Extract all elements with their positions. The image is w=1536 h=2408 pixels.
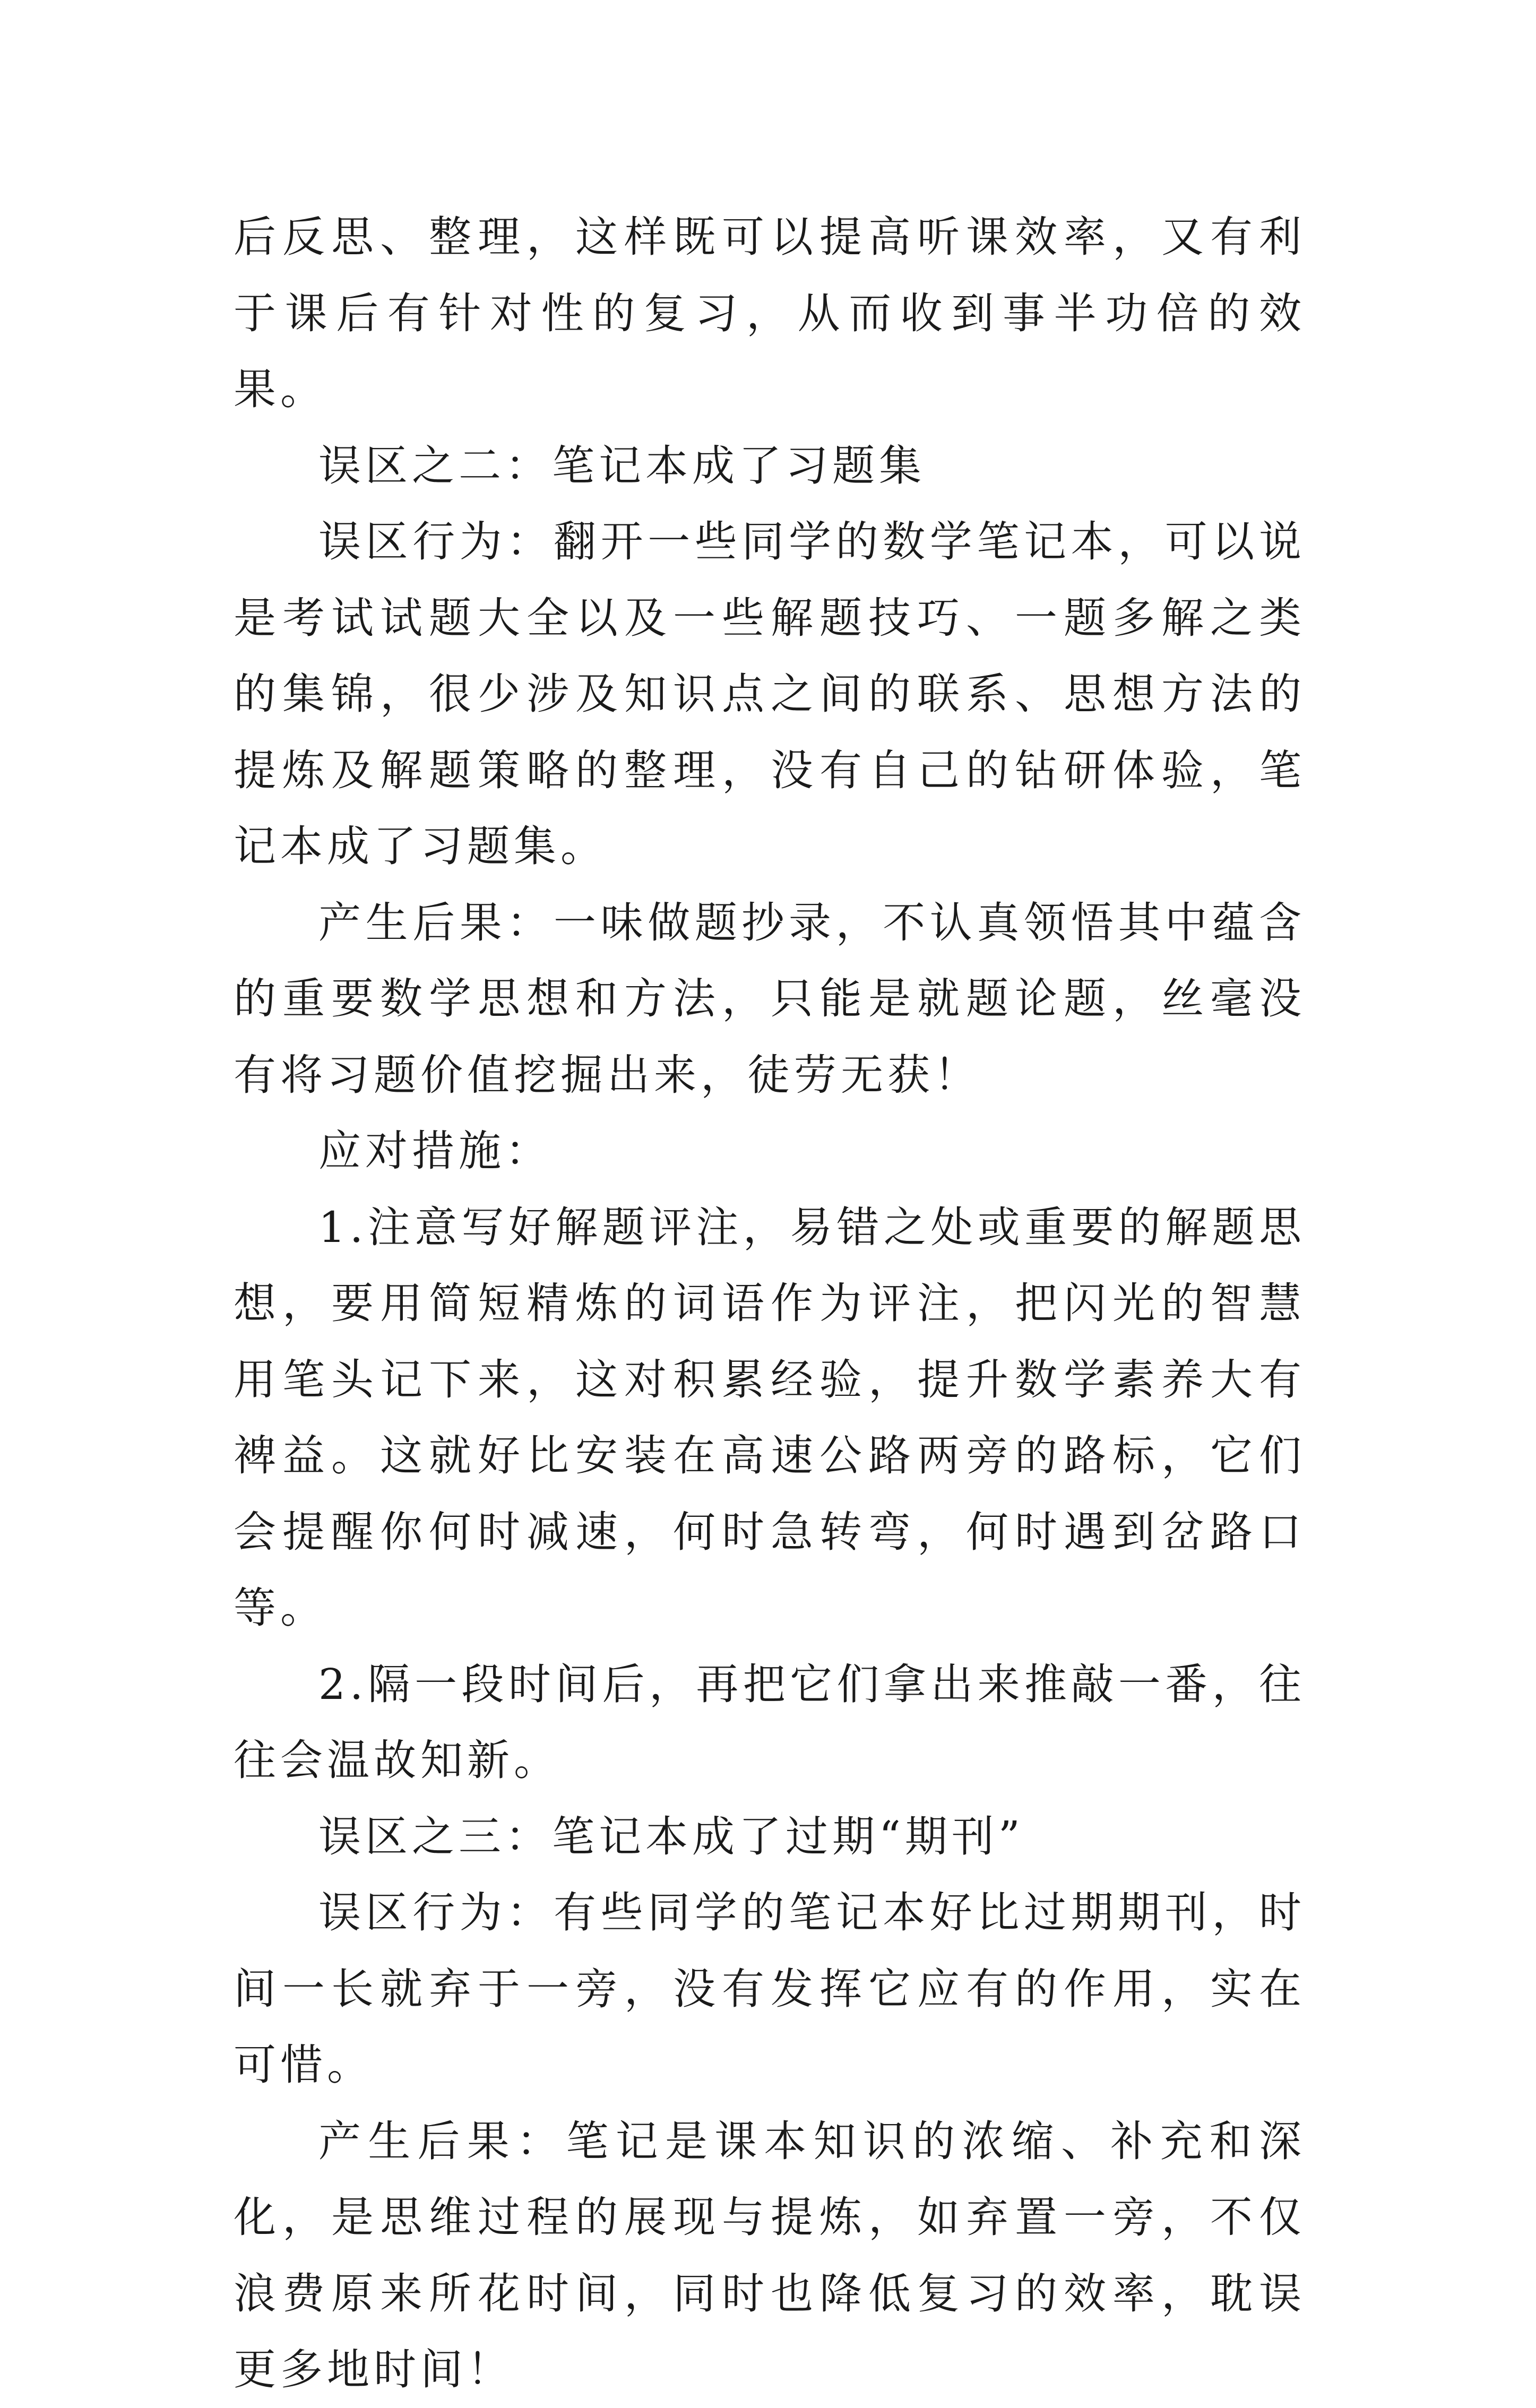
paragraph-consequence-three: 产生后果：笔记是课本知识的浓缩、补充和深化，是思维过程的展现与提炼，如弃置一旁，不仅浪费原来所花时间，同时也降低复习的效率，耽误更多地时间！ [234, 2116, 1306, 2394]
paragraph-measure-one: 1.注意写好解题评注，易错之处或重要的解题思想，要用简短精炼的词语作为评注，把闪光的智慧用笔头记下来，这对积累经验，提升数学素养大有裨益。这就好比安装在高速公路两旁的路标，它们会提醒你何时减速，何时急转弯，何时遇到岔路口等。 [234, 1202, 1306, 1633]
heading-misconception-three: 误区之三：笔记本成了过期“期刊” [318, 1811, 1024, 1861]
paragraph-behavior-two: 误区行为：翻开一些同学的数学笔记本，可以说是考试试题大全以及一些解题技巧、一题多解之类的集锦，很少涉及知识点之间的联系、思想方法的提炼及解题策略的整理，没有自己的钻研体验，笔记本成了习题集。 [234, 517, 1306, 871]
paragraph-consequence-two: 产生后果：一味做题抄录，不认真领悟其中蕴含的重要数学思想和方法，只能是就题论题，丝毫没有将习题价值挖掘出来，徒劳无获！ [234, 897, 1306, 1100]
paragraph-measure-two: 2.隔一段时间后，再把它们拿出来推敲一番，往往会温故知新。 [234, 1659, 1306, 1785]
heading-misconception-two: 误区之二：笔记本成了习题集 [318, 441, 926, 490]
paragraph-measures-heading: 应对措施： [318, 1126, 552, 1176]
paragraph-behavior-three: 误区行为：有些同学的笔记本好比过期期刊，时间一长就弃于一旁，没有发挥它应有的作用，实在可惜。 [234, 1888, 1306, 2090]
paragraph-continuation: 后反思、整理，这样既可以提高听课效率，又有利于课后有针对性的复习，从而收到事半功倍的效果。 [234, 212, 1306, 414]
document-body [234, 199, 1306, 2408]
